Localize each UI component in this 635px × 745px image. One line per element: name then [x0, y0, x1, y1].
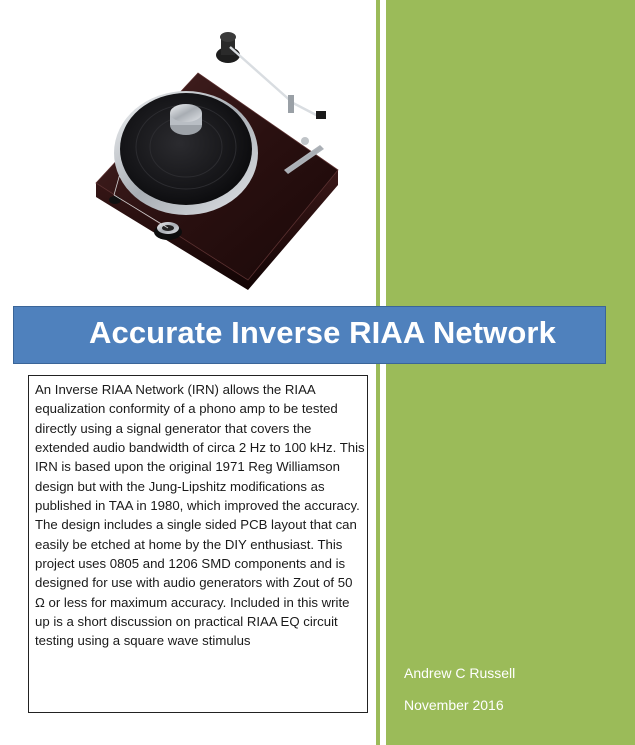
accent-line — [376, 0, 380, 745]
publication-date: November 2016 — [404, 697, 504, 713]
author-name: Andrew C Russell — [404, 665, 516, 681]
title-banner — [13, 306, 606, 364]
document-title: Accurate Inverse RIAA Network — [89, 315, 556, 350]
abstract-text: An Inverse RIAA Network (IRN) allows the RIAA equalization conformity of a phono amp to be tested directly using a signal generator that covers the extended audio bandwidth of circa 2 Hz to 100 kHz. This IRN is based upon the original 1971 Reg Williamson design but with the Jung-Lipshitz modifications as published in TAA in 1980, which improved the accuracy. The design includes a single sided PCB layout that can easily be etched at home by the DIY enthusiast. This project uses 0805 and 1206 SMD components and is designed for use with audio generators with Zout of 50 Ω or less for maximum accuracy. Included in this write up is a short discussion on practical RIAA EQ circuit testing using a square wave stimulus — [35, 382, 365, 649]
sidebar-panel — [386, 0, 635, 745]
turntable-photo — [88, 25, 348, 290]
abstract-box — [28, 375, 368, 713]
